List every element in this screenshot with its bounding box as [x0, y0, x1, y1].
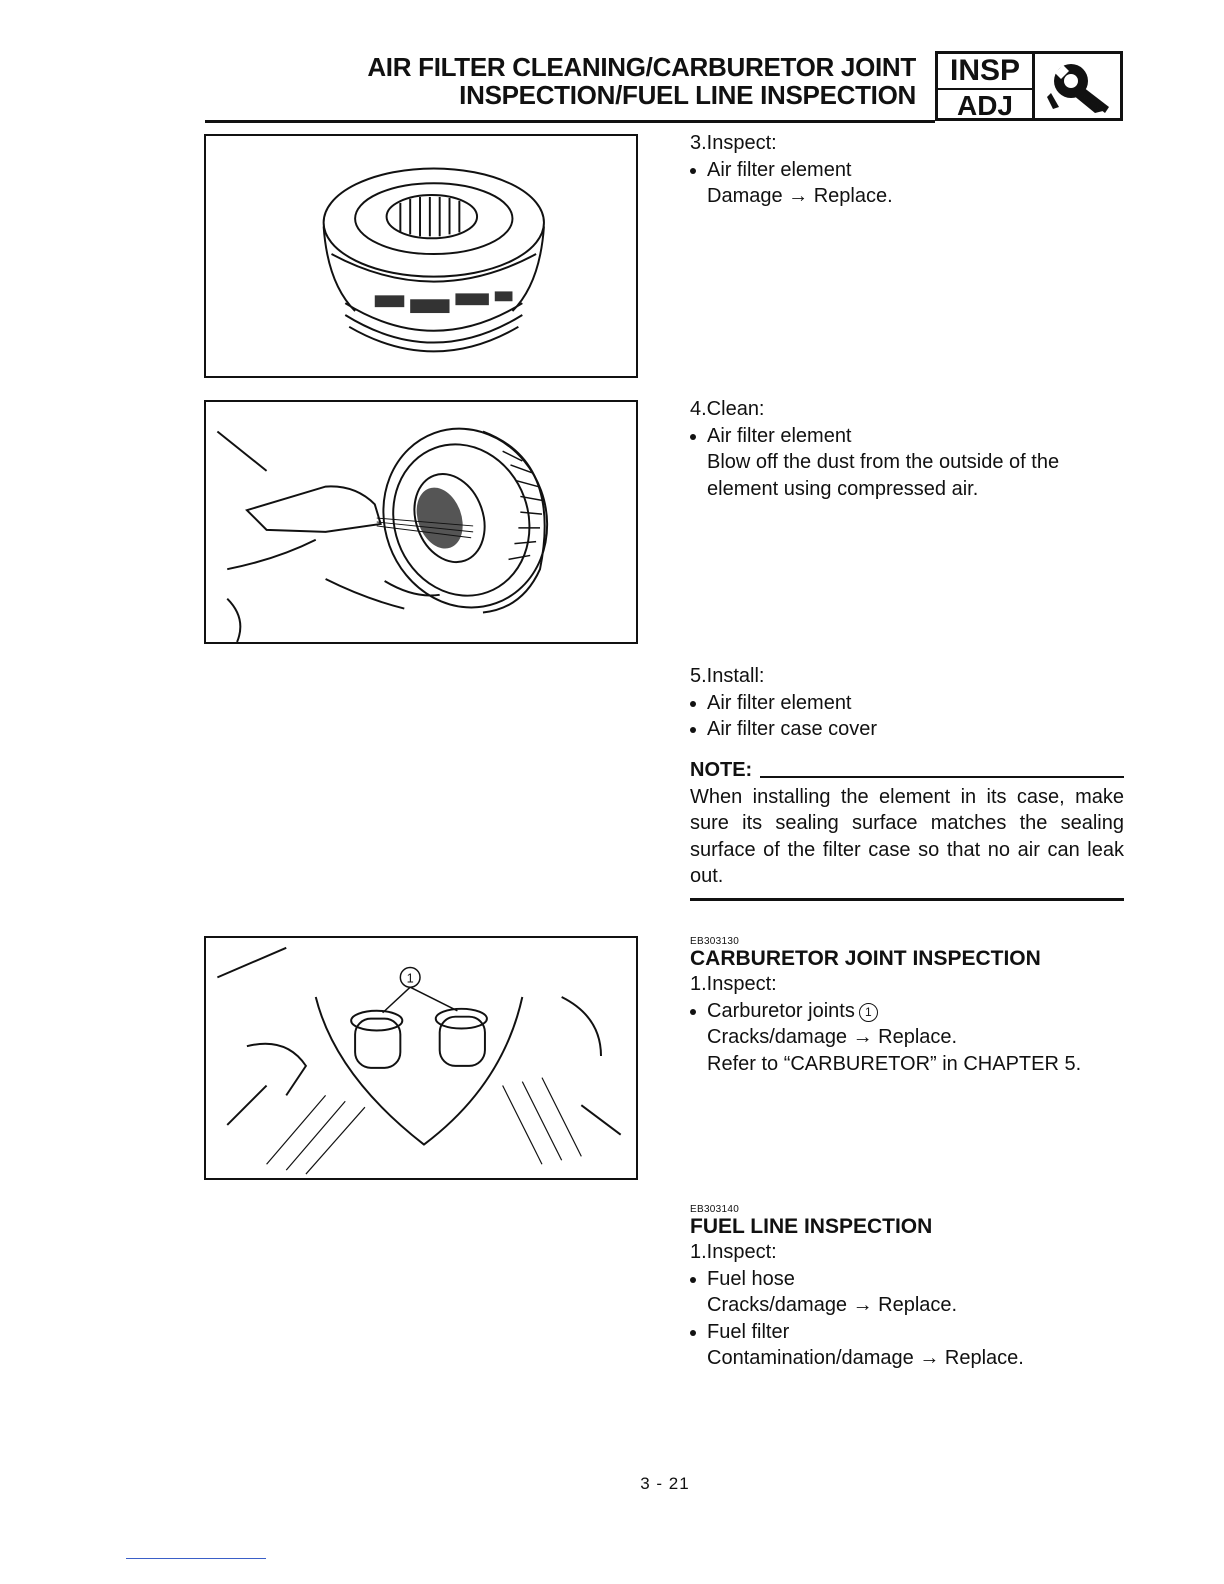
step-5-heading: 5.Install:: [690, 665, 765, 687]
step-3-item: Air filter element: [690, 157, 1124, 184]
fuel-section-title: FUEL LINE INSPECTION: [690, 1215, 933, 1238]
note-block: [690, 757, 1124, 901]
step-4-detail-line-2: element using compressed air.: [707, 477, 979, 500]
step-5-item-1: Air filter element: [690, 690, 1124, 717]
carb-item: [690, 998, 1124, 1025]
figure-carburetor-joints: [204, 936, 638, 1180]
carb-detail-1: Cracks/damage → Replace.: [707, 1026, 958, 1049]
step-5-block: [690, 663, 1124, 743]
step-3-detail: Damage → Replace.: [707, 185, 893, 208]
header-rule: [205, 120, 935, 123]
fuel-section-code: EB303140: [690, 1204, 740, 1215]
step-4-heading: 4.Clean:: [690, 398, 765, 420]
badge-insp: INSP: [938, 54, 1032, 90]
figure-compressed-air-cleaning: [204, 400, 638, 644]
carb-step-heading: 1.Inspect:: [690, 973, 777, 995]
fuel-item-2: Fuel filter: [690, 1319, 1124, 1346]
fuel-detail-2: Contamination/damage → Replace.: [707, 1347, 1024, 1370]
note-label: NOTE:: [690, 759, 753, 781]
air-filter-element-illustration: [206, 136, 636, 376]
page-number: 3 - 21: [640, 1474, 690, 1493]
fuel-line-section: [690, 1204, 1124, 1372]
step-4-detail-line-1: Blow off the dust from the outside of the: [707, 451, 1060, 474]
wrench-icon: [1035, 54, 1120, 118]
step-5-item-2: Air filter case cover: [690, 716, 1124, 743]
figure-callout-1: 1: [406, 970, 414, 986]
carb-section-code: EB303130: [690, 936, 740, 947]
page-title-line-1: AIR FILTER CLEANING/CARBURETOR JOINT: [367, 52, 916, 82]
carburetor-joints-illustration: [206, 938, 636, 1178]
carb-detail-2: Refer to “CARBURETOR” in CHAPTER 5.: [707, 1052, 1082, 1075]
footer-link-rule: [126, 1558, 266, 1559]
carb-section-title: CARBURETOR JOINT INSPECTION: [690, 947, 1041, 970]
badge-adj: ADJ: [956, 90, 1013, 121]
step-3-heading: 3.Inspect:: [690, 132, 777, 154]
note-end-rule: [690, 898, 1124, 901]
step-4-item: Air filter element: [690, 423, 1124, 450]
fuel-detail-1: Cracks/damage → Replace.: [707, 1294, 958, 1317]
section-badge: [935, 51, 1123, 121]
step-4-block: [690, 396, 1124, 502]
step-3-block: [690, 130, 1124, 210]
callout-1-marker: 1: [859, 1003, 878, 1022]
compressed-air-cleaning-illustration: [206, 402, 636, 642]
page-title-line-2: INSPECTION/FUEL LINE INSPECTION: [459, 80, 916, 110]
note-body: When installing the element in its case, make sure its sealing surface matches the sealing surface of the filter case so that no air can leak out.: [690, 785, 1124, 888]
fuel-item-1: Fuel hose: [690, 1266, 1124, 1293]
fuel-step-heading: 1.Inspect:: [690, 1241, 777, 1263]
carburetor-section: [690, 936, 1124, 1077]
carb-item-label: Carburetor joints: [707, 999, 855, 1022]
figure-air-filter-element: [204, 134, 638, 378]
